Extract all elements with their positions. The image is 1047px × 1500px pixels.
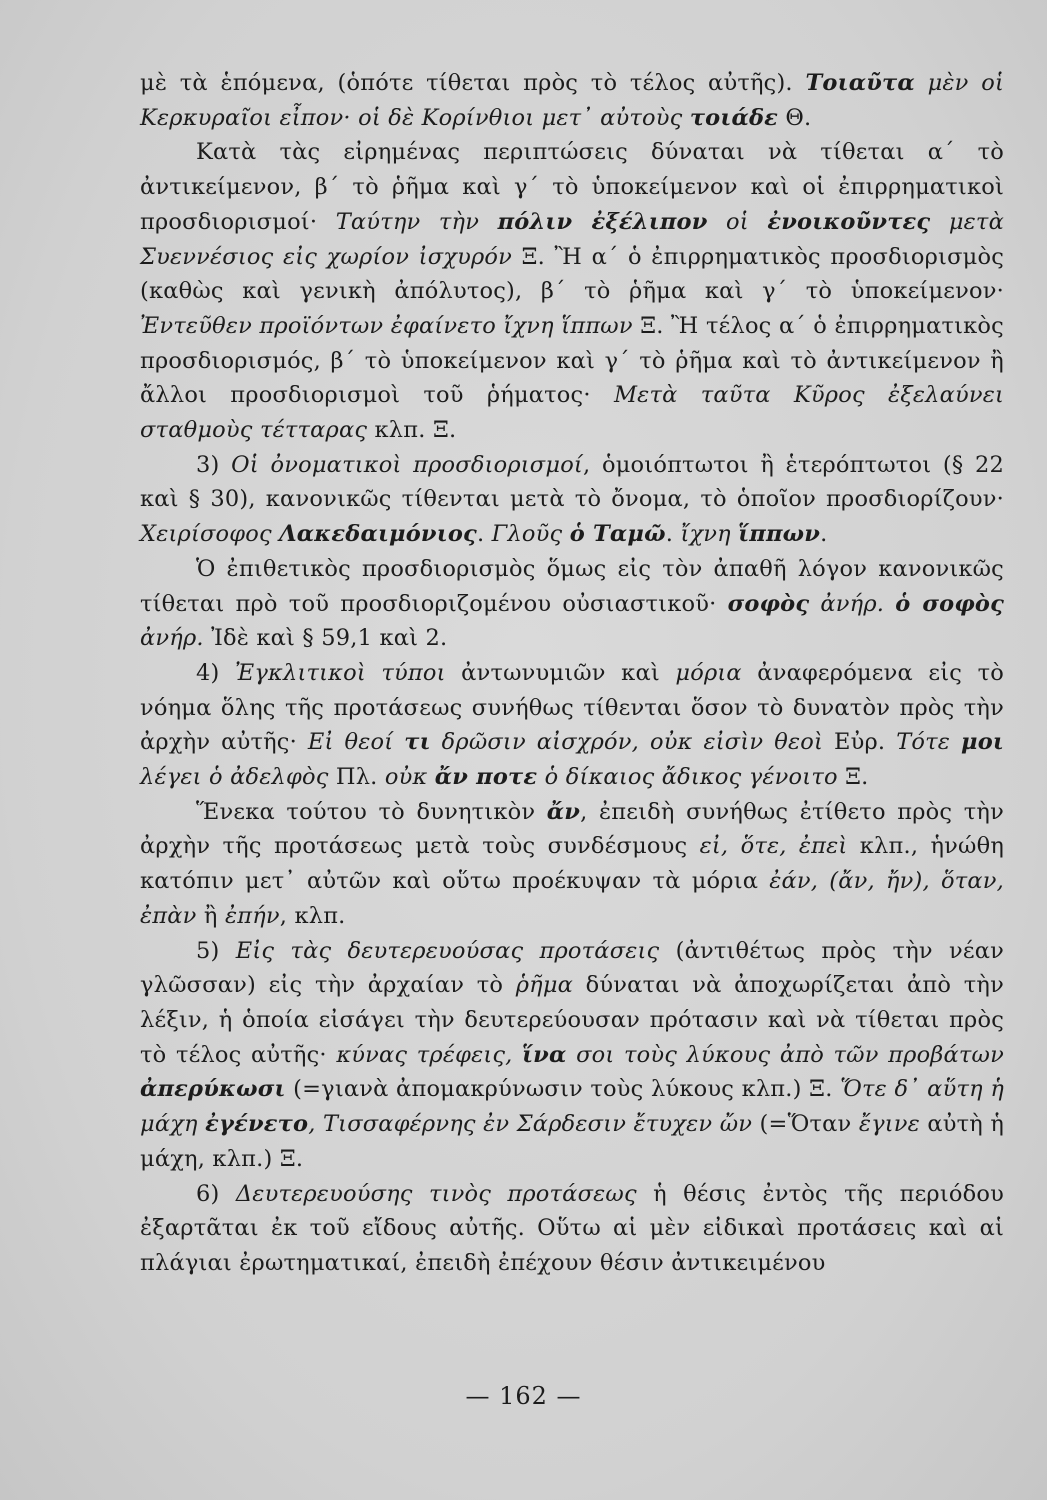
body-text-run: Ὁ ἐπιθετικὸς προσδιορισμὸς ὅμως εἰς τὸν ἀπαθῆ λόγον κανονικῶς τίθεται πρὸ τοῦ προσδιοριζομένου οὐσιαστικοῦ·	[140, 555, 1004, 617]
paragraph	[140, 656, 1004, 795]
italic-example-text: μετὰ Συεννέσιος εἰς χωρίον ἰσχυρόν	[140, 208, 1004, 270]
body-text-run: 6)	[196, 1180, 236, 1207]
body-text-run: , ἐπειδὴ συνήθως ἐτίθετο πρὸς τὴν ἀρχὴν τῆς προτάσεως μετὰ τοὺς συνδέσμους	[140, 798, 1004, 860]
paragraph	[140, 135, 1004, 447]
italic-example-text: ἐάν, (ἄν, ἤν), ὅταν, ἐπὰν	[140, 868, 1004, 929]
paragraph	[140, 552, 1004, 656]
italic-example-text: μόρια	[675, 659, 742, 686]
italic-example-text: ῥῆμα	[515, 972, 574, 999]
italic-example-text: Εἰ θεοί	[307, 729, 405, 756]
body-text-run: Ξ. Ἢ τέλος α΄ ὁ ἐπιρρηματικὸς προσδιορισμός, β΄ τὸ ὑποκείμενον καὶ γ΄ τὸ ῥῆμα καὶ τὸ ἀντικείμενον ἢ ἄλλοι προσδιορισμοὶ τοῦ ῥήματος·	[140, 312, 1004, 409]
italic-example-text: οὐκ	[384, 764, 435, 791]
body-text-run: Ἕνεκα τούτου τὸ δυνητικὸν	[196, 798, 547, 825]
bold-example-text: ὁ Ταμῶ	[569, 521, 666, 548]
body-text-run: Ξ.	[837, 764, 869, 791]
italic-example-text: Εἰς τὰς δευτερευούσας προτάσεις	[235, 937, 660, 964]
bold-example-text: ἵνα	[522, 1041, 567, 1068]
body-text-run: μὲ τὰ ἑπόμενα, (ὁπότε τίθεται πρὸς τὸ τέλος αὐτῆς).	[140, 70, 806, 96]
body-text-run: .	[665, 521, 681, 548]
italic-example-text: Οἱ ὀνοματικοὶ προσδιορισμοί	[231, 451, 583, 478]
italic-example-text: ἔγινε	[858, 1111, 920, 1138]
italic-example-text: Μετὰ ταῦτα Κῦρος ἐξελαύνει σταθμοὺς τέτταρας	[140, 382, 1005, 444]
body-text-run: , κλπ.	[279, 902, 346, 929]
paragraph	[140, 1177, 1004, 1281]
body-text-run: ἡ θέσις ἐντὸς τῆς περιόδου ἐξαρτᾶται ἐκ τοῦ εἴδους αὐτῆς. Οὕτω αἱ μὲν εἰδικαὶ προτάσεις καὶ αἱ πλάγιαι ἐρωτηματικαί, ἐπειδὴ ἐπέχουν θέσιν ἀντικειμένου	[140, 1180, 1004, 1276]
italic-example-text: ἀνήρ.	[140, 625, 204, 652]
body-text-run: 3)	[196, 451, 232, 478]
body-text-run: (ἀντιθέτως πρὸς τὴν νέαν γλῶσσαν) εἰς τὴν ἀρχαίαν τὸ	[140, 937, 1004, 999]
paragraph	[140, 934, 1004, 1177]
bold-example-text: ἄν	[546, 798, 581, 825]
body-text-run: 4)	[196, 659, 235, 686]
bold-example-text: τοιάδε	[689, 104, 779, 131]
italic-example-text: Γλοῦς	[491, 521, 570, 548]
bold-example-text: σοφὸς	[727, 590, 810, 617]
body-text-run: Κατὰ τὰς εἰρημένας περιπτώσεις δύναται νὰ τίθεται α΄ τὸ ἀντικείμενον, β΄ τὸ ῥῆμα καὶ γ΄ τὸ ὑποκείμενον καὶ οἱ ἐπιρρηματικοὶ προσδιορισμοί·	[140, 139, 1004, 235]
body-text-run: Ἰδὲ καὶ § 59,1 καὶ 2.	[203, 625, 448, 652]
bold-example-text: ἐγένετο	[205, 1111, 309, 1138]
paragraph	[140, 795, 1004, 934]
bold-example-text: Τοιαῦτα	[805, 70, 915, 96]
bold-example-text: πόλιν ἐξέλιπον	[497, 208, 708, 235]
bold-example-text: ἐνοικοῦντες	[767, 208, 931, 235]
italic-example-text: δρῶσιν αἰσχρόν, οὐκ εἰσὶν θεοὶ	[430, 729, 823, 756]
body-text-run: Θ.	[778, 104, 812, 131]
body-text-run: δύναται νὰ ἀποχωρίζεται ἀπὸ τὴν λέξιν, ἡ ὁποία εἰσάγει τὴν δευτερεύουσαν πρότασιν καὶ νὰ τίθεται πρὸς τὸ τέλος αὐτῆς·	[140, 972, 1004, 1068]
italic-example-text: ὁ δίκαιος ἄδικος γένοιτο	[537, 764, 838, 791]
italic-example-text: ἀνήρ.	[809, 590, 896, 617]
body-text-run: κλπ., ἡνώθη κατόπιν μετ᾽ αὐτῶν καὶ οὕτω προέκυψαν τὰ μόρια	[140, 833, 1004, 895]
bold-example-text: Λακεδαιμόνιος	[279, 521, 477, 548]
bold-example-text: ἵππων	[738, 521, 821, 548]
page-number: — 162 —	[465, 1382, 582, 1410]
italic-example-text: λέγει ὁ ἀδελφὸς	[140, 764, 329, 791]
body-text-run: .	[820, 521, 828, 548]
italic-example-text: Ὅτε δ᾽ αὕτη ἡ μάχη	[140, 1076, 1005, 1138]
body-text-run: Πλ.	[328, 764, 385, 791]
paragraph	[140, 66, 1004, 135]
italic-example-text: κύνας τρέφεις,	[336, 1041, 523, 1068]
body-text	[140, 66, 1004, 1281]
italic-example-text: Ταύτην τὴν	[335, 208, 498, 235]
bold-example-text: μοι	[961, 729, 1005, 756]
body-text-run: ἀναφερόμενα εἰς τὸ νόημα ὅλης τῆς προτάσεως συνήθως τίθενται ὅσον τὸ δυνατὸν πρὸς τὴν ἀρχὴν αὐτῆς·	[140, 659, 1004, 756]
italic-example-text: Τότε	[896, 729, 962, 756]
bold-example-text: τι	[404, 729, 431, 756]
italic-example-text: , Τισσαφέρνης ἐν Σάρδεσιν ἔτυχεν ὤν	[308, 1111, 753, 1138]
italic-example-text: ἐπήν	[224, 902, 280, 929]
bold-example-text: ὁ σοφὸς	[895, 590, 1004, 617]
italic-example-text: Δευτερευούσης τινὸς προτάσεως	[235, 1180, 637, 1207]
body-text-run: αὐτὴ ἡ μάχη, κλπ.) Ξ.	[140, 1111, 1005, 1172]
body-text-run: ἢ	[196, 902, 225, 929]
italic-example-text: εἰ, ὅτε, ἐπεὶ	[699, 833, 848, 860]
body-text-run: 5)	[196, 937, 236, 964]
italic-example-text: ἴχνη	[680, 521, 739, 548]
italic-example-text: Ἐγκλιτικοὶ τύποι	[235, 659, 446, 686]
paragraph	[140, 448, 1004, 552]
bold-example-text: ἄν ποτε	[434, 764, 538, 791]
bold-example-text: ἀπερύκωσι	[140, 1076, 286, 1103]
body-text-run: , ὁμοιόπτωτοι ἢ ἑτερόπτωτοι (§ 22 καὶ § 30), κανονικῶς τίθενται μετὰ τὸ ὄνομα, τὸ ὁποῖον προσδιορίζουν·	[140, 451, 1004, 513]
body-text-run: Εὐρ.	[823, 729, 897, 756]
italic-example-text: μὲν οἱ Κερκυραῖοι εἶπον· οἱ δὲ Κορίνθιοι μετ᾽ αὐτοὺς	[140, 70, 1004, 131]
body-text-run: .	[476, 521, 492, 548]
body-text-run: ἀντωνυμιῶν καὶ	[445, 659, 676, 686]
body-text-run: (=Ὅταν	[752, 1111, 859, 1138]
body-text-run: κλπ. Ξ.	[367, 417, 457, 444]
italic-example-text: Ἐντεῦθεν προϊόντων ἐφαίνετο ἴχνη ἵππων	[140, 312, 633, 339]
italic-example-text: Χειρίσοφος	[140, 521, 280, 548]
body-text-run: Ξ. Ἢ α΄ ὁ ἐπιρρηματικὸς προσδιορισμὸς (καθὼς καὶ γενικὴ ἀπόλυτος), β΄ τὸ ῥῆμα καὶ γ΄ τὸ ὑποκείμενον·	[140, 243, 1005, 305]
italic-example-text: οἱ	[707, 208, 768, 235]
body-text-run: (=γιανὰ ἀπομακρύνωσιν τοὺς λύκους κλπ.) Ξ.	[285, 1076, 841, 1103]
italic-example-text: σοι τοὺς λύκους ἀπὸ τῶν προβάτων	[566, 1041, 1004, 1068]
